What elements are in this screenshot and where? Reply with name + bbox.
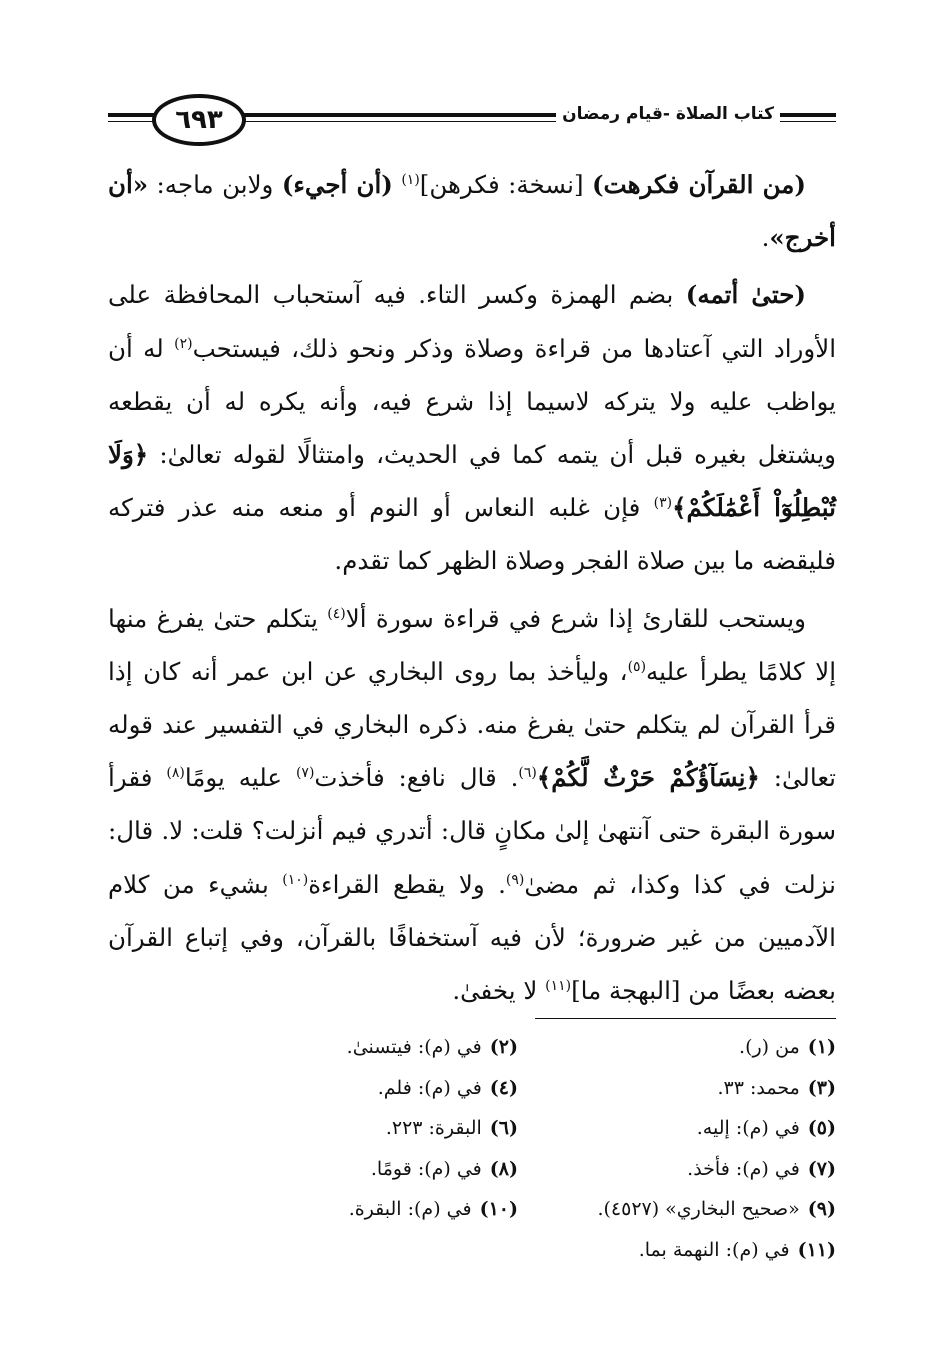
emphasized-text: (أن أجيء) — [281, 170, 393, 199]
emphasized-text: ﴿نِسَآؤُكُمْ حَرْثٌ لَّكُمْ﴾ — [536, 763, 760, 793]
footnote-marker: (٢) — [174, 335, 193, 352]
footnote-marker: (٩) — [505, 871, 525, 888]
paragraph-1 — [108, 158, 836, 264]
text-run: له أن يواظب عليه ولا يتركه لاسيما إذا شرع فيه، وأنه يكره له أن يقطعه ويشتغل بغيره قبل أن يتمه كما في الحديث، وامتثالًا لقوله تعالىٰ: — [108, 333, 836, 470]
text-run: يتكلم حتىٰ يفرغ منها إلا كلامًا يطرأ عليه — [108, 603, 837, 686]
footnote-1: (١)من (ر). — [739, 1036, 836, 1058]
text-run: . قال نافع: فأخذت — [314, 763, 519, 793]
footnote-7: (٧)في (م): فأخذ. — [687, 1157, 836, 1180]
footnote-3: (٣)محمد: ٣٣. — [717, 1076, 836, 1099]
footnote-row — [200, 1068, 836, 1109]
footnote-marker: (٧) — [295, 765, 315, 782]
text-run: لا يخفىٰ. — [452, 976, 546, 1006]
footnote-marker: (٦) — [518, 765, 537, 782]
footnote-11: (١١)في (م): النهمة بما. — [638, 1238, 836, 1261]
footnote-separator — [535, 1018, 836, 1019]
footnote-marker: (١١) — [545, 977, 572, 994]
text-run: ، وليأخذ بما روى البخاري عن ابن عمر أنه كان إذا قرأ القرآن لم يتكلم حتىٰ يفرغ منه. ذكره البخاري في التفسير عند قوله تعالىٰ: — [108, 656, 837, 793]
emphasized-text: «أن أخرج» — [108, 170, 836, 253]
footnote-marker: (١٠) — [282, 871, 309, 888]
page-header — [108, 92, 836, 148]
emphasized-text: (من القرآن فكرهت) — [591, 170, 806, 199]
text-run: عليه يومًا — [184, 763, 296, 793]
text-run: بشيء من كلام الآدميين من غير ضرورة؛ لأن فيه آستخفافًا بالقرآن، وفي إتباع القرآن بعضه بعضًا من [البهجة ما] — [108, 869, 836, 1006]
text-run: . ولا يقطع القراءة — [308, 869, 506, 899]
footnote-row — [200, 1230, 836, 1271]
footnote-2: (٢)في (م): فيتسنىٰ. — [346, 1036, 518, 1058]
page-number: ٦٩٣ — [152, 94, 246, 146]
footnote-marker: (٤) — [327, 605, 346, 622]
footnote-10: (١٠)في (م): البقرة. — [348, 1198, 518, 1220]
footnote-row — [200, 1189, 836, 1230]
main-text — [108, 158, 836, 1021]
footnote-marker: (٨) — [166, 765, 185, 782]
text-run: [نسخة: فكرهن] — [419, 170, 592, 199]
text-run: ويستحب للقارئ إذا شرع في قراءة سورة ألا — [345, 603, 806, 633]
footnote-marker: (١) — [401, 171, 420, 188]
emphasized-text: (حتىٰ أتمه) — [685, 280, 806, 310]
text-run: بضم الهمزة وكسر التاء. فيه آستحباب المحافظة على الأوراد التي آعتادها من قراءة وصلاة وذكر ونحو ذلك، فيستحب — [108, 280, 836, 363]
text-run: فقرأ سورة البقرة حتى آنتهىٰ إلىٰ مكانٍ قال: أتدري فيم أنزلت؟ قلت: لا. قال: نزلت في كذا وكذا، ثم مضىٰ — [108, 763, 836, 899]
footnotes — [200, 1027, 836, 1270]
footnote-row — [200, 1027, 836, 1068]
text-run: فإن غلبه النعاس أو النوم أو منعه منه عذر فتركه فليقضه ما بين صلاة الفجر وصلاة الظهر كما تقدم. — [108, 493, 836, 576]
footnote-9: (٩)«صحيح البخاري» (٤٥٢٧). — [597, 1198, 836, 1220]
footnote-marker: (٥) — [627, 658, 647, 675]
emphasized-text: ﴿وَلَا تُبْطِلُوٓاْ أَعْمَٰلَكُمْ﴾ — [108, 440, 836, 523]
paragraph-2 — [108, 268, 836, 587]
footnote-5: (٥)في (م): إليه. — [696, 1117, 836, 1139]
footnote-8: (٨)في (م): قومًا. — [370, 1157, 518, 1180]
paragraph-3 — [108, 592, 836, 1018]
running-title: كتاب الصلاة -قيام رمضان — [556, 104, 780, 124]
footnote-marker: (٣) — [653, 495, 673, 512]
text-run: ولابن ماجه: — [148, 170, 282, 199]
footnote-row — [200, 1108, 836, 1149]
footnote-4: (٤)في (م): فلم. — [377, 1076, 518, 1099]
footnote-6: (٦)البقرة: ٢٢٣. — [385, 1117, 518, 1139]
footnote-row — [200, 1149, 836, 1190]
text-run: . — [761, 223, 770, 253]
